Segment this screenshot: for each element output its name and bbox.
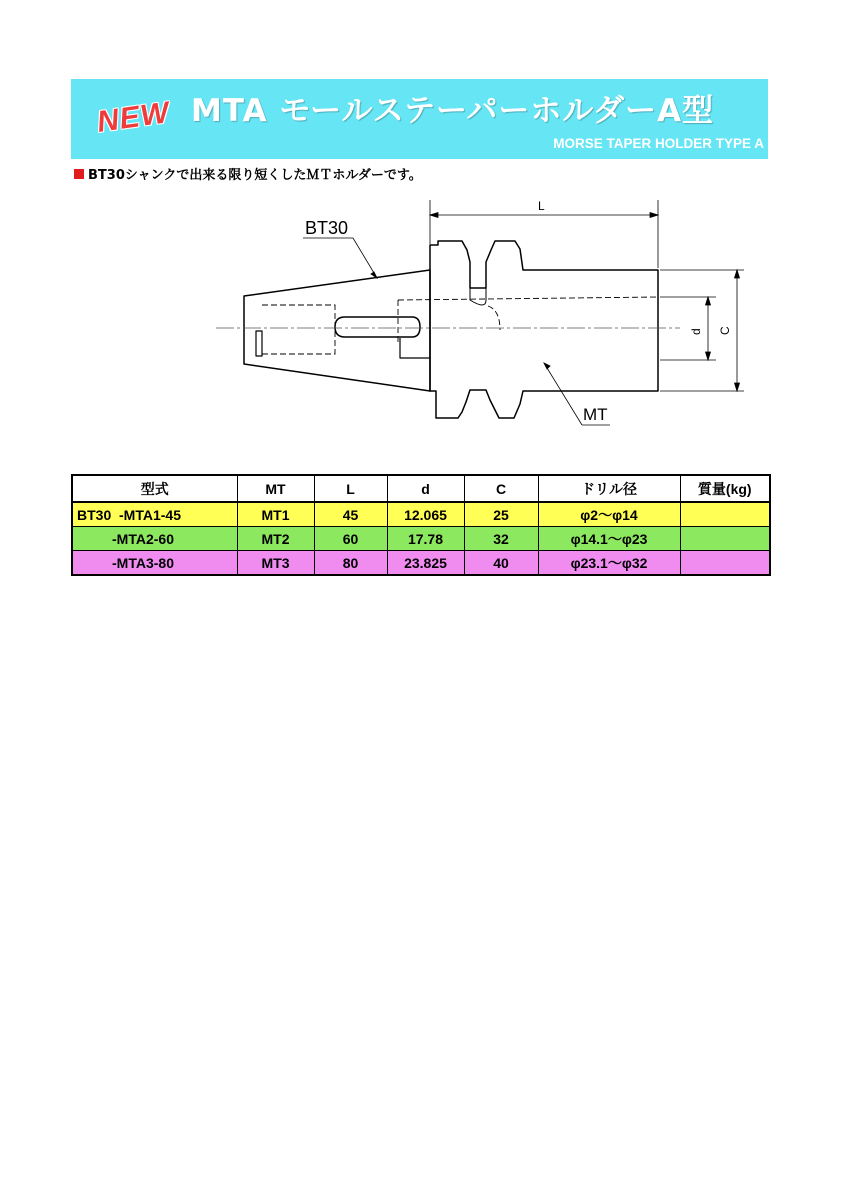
l-cell: 60	[314, 527, 387, 551]
mt-cell: MT1	[237, 502, 314, 527]
drive-slot	[335, 317, 420, 337]
retention-knob-pocket	[256, 331, 262, 356]
mt-cell: MT2	[237, 527, 314, 551]
dimension-L-label: L	[538, 199, 545, 213]
spec-table	[71, 474, 771, 576]
model-cell: -MTA2-60	[72, 527, 237, 551]
col-header-mass: 質量(kg)	[680, 475, 770, 502]
drill-cell: φ2～φ14	[538, 502, 680, 527]
col-header-d: d	[387, 475, 464, 502]
drill-cell: φ14.1～φ23	[538, 527, 680, 551]
d-cell: 23.825	[387, 551, 464, 576]
c-cell: 40	[464, 551, 538, 576]
d-cell: 17.78	[387, 527, 464, 551]
flange-body	[430, 241, 658, 418]
new-badge: NEW	[94, 96, 172, 139]
mt-label: MT	[583, 405, 608, 424]
col-header-c: C	[464, 475, 538, 502]
mass-cell	[680, 502, 770, 527]
mt-cell: MT3	[237, 551, 314, 576]
title-banner	[71, 79, 768, 159]
table-row	[72, 551, 770, 576]
holder-technical-drawing	[200, 190, 760, 440]
col-header-l: L	[314, 475, 387, 502]
table-row	[72, 527, 770, 551]
intro-line	[74, 164, 422, 183]
mass-cell	[680, 551, 770, 576]
c-cell: 32	[464, 527, 538, 551]
table-header-row	[72, 475, 770, 502]
l-cell: 80	[314, 551, 387, 576]
page-subtitle: MORSE TAPER HOLDER TYPE A	[553, 136, 764, 151]
dimension-d-label: d	[689, 328, 703, 335]
c-cell: 25	[464, 502, 538, 527]
drill-cell: φ23.1～φ32	[538, 551, 680, 576]
model-cell: BT30 -MTA1-45	[72, 502, 237, 527]
step-block	[400, 338, 430, 358]
col-header-drill: ドリル径	[538, 475, 680, 502]
bt30-label: BT30	[305, 218, 349, 238]
page-title: MTA モールステーパーホルダーA型	[191, 93, 715, 129]
intro-text: BT30シャンクで出来る限り短くしたＭＴホルダーです。	[88, 168, 422, 183]
d-cell: 12.065	[387, 502, 464, 527]
col-header-mt: MT	[237, 475, 314, 502]
dimension-C-label: C	[718, 326, 732, 335]
l-cell: 45	[314, 502, 387, 527]
bullet-square-icon	[74, 169, 84, 179]
model-cell: -MTA3-80	[72, 551, 237, 576]
col-header-model: 型式	[72, 475, 237, 502]
table-row	[72, 502, 770, 527]
flange-groove	[470, 288, 486, 305]
bt30-taper-shank	[244, 270, 430, 391]
mass-cell	[680, 527, 770, 551]
